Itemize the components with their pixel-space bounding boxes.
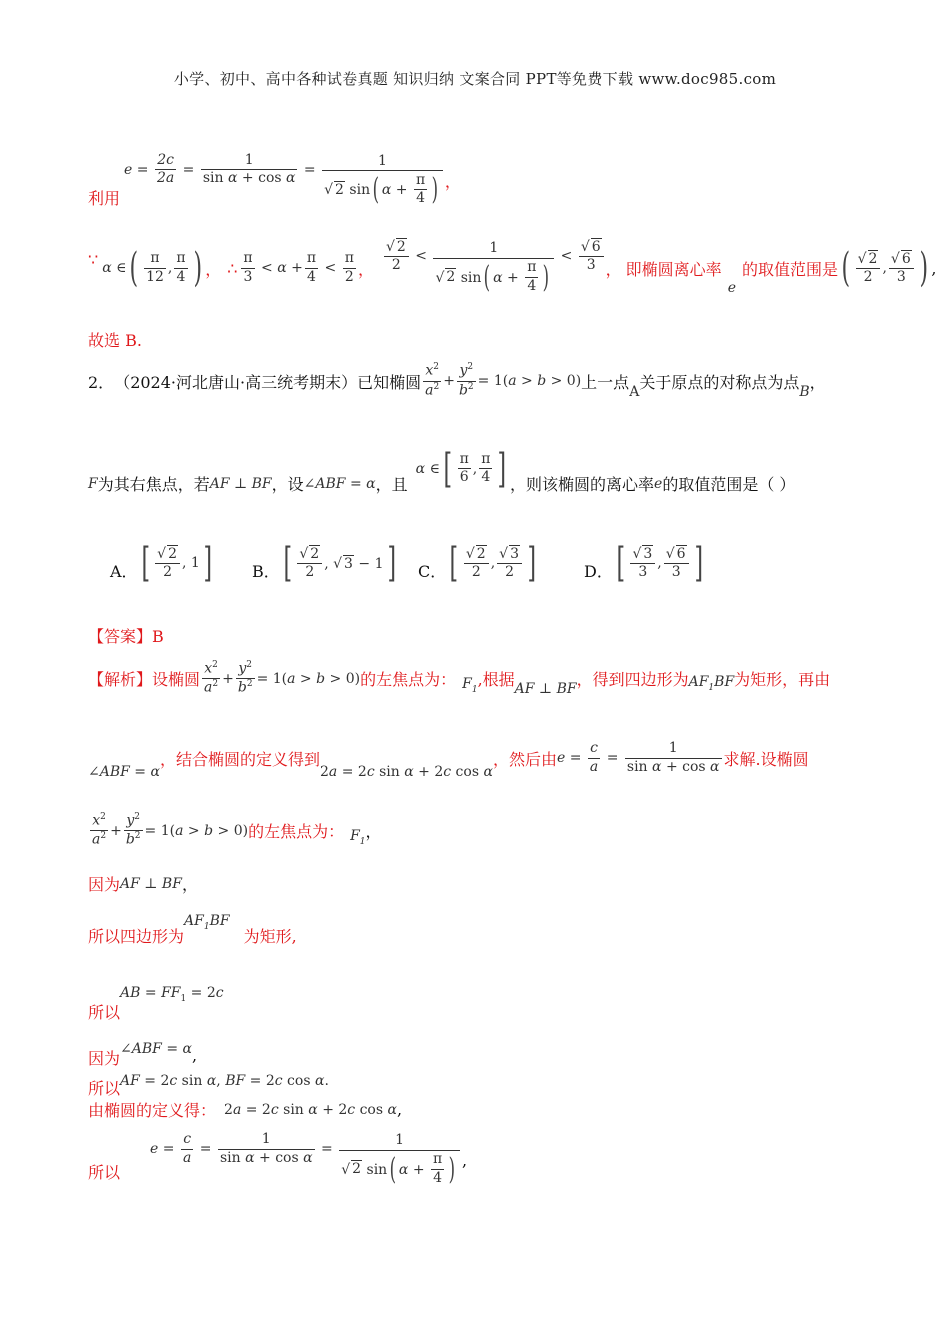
option-c[interactable]: C． [ $\frac{√ 2}{2}$ , $\frac{√ 3}{2}$ ] [418,540,537,586]
analysis-line-1: 【解析】 设椭圆 $\frac{x^2}{a^2}$ + $\frac{y^2}{b^2}$ = 1(a > b > 0) 的左焦点为： $F_1$ ,根据 AF ⊥ BF ，得到四边形为 $AF_1BF$ 为矩形，再由 [88,660,831,697]
analysis-ellipse-definition: 由椭圆的定义得： 2a = 2c sin α + 2c cos α , [88,1100,403,1120]
answer-label: 【答案】B [88,627,164,646]
analysis-af-bf: 所以 AF = 2c sin α, BF = 2c cos α. [88,1072,329,1098]
eccentricity-derivation-line: 利用 e = $\frac{2c}{2a}$ = $\frac{1}{\text{sin α + cos α}}$ = 1 √ 2 sin( α + $\frac{\pi}{4}$ ) ， [88,151,461,208]
analysis-line-2: ∠ABF = α ，结合椭圆的定义得到 2a = 2c sin α + 2c cos α ，然后由 e = $\frac{c}{a}$ = $\frac{1}{\text{sin α + cos α}}$ 求解.设椭圆 [88,740,809,780]
option-a[interactable]: A． [ $\frac{√ 2}{2}$ , 1 ] [110,540,212,586]
page-header: 小学、初中、高中各种试卷真题 知识归纳 文案合同 PPT等免费下载 www.doc985.com [173,70,777,88]
option-b[interactable]: B． [ $\frac{√ 2}{2}$ , √ 3 − 1 ] [252,540,396,586]
analysis-angle: 因为 ∠ABF = α , [88,1040,198,1068]
use-label: 利用 [88,189,121,208]
final-choice: 故选 B. [88,331,142,350]
conclusion-text: 即椭圆离心率 [625,259,722,279]
analysis-rectangle: 所以四边形为 $AF_1BF$ 为矩形, [88,913,297,946]
comma: ， [444,172,461,191]
because-symbol: ∵ [88,249,99,269]
analysis-because-perpendicular: 因为 AF ⊥ BF ， [88,875,198,894]
problem-source: （2024·河北唐山·高三统考期末） [114,372,358,392]
problem-2-stem-line-2: F 为其右焦点，若 AF ⊥ BF ，设 ∠ABF = α ，且 α ∈ [ $\frac{\pi}{6}$ , $\frac{\pi}{4}$ ] ，则该椭圆的离心率 e 的取值范围是（ ） [88,445,796,494]
analysis-ab-equals: 所以 AB = $FF_1 = 2c$ [88,985,224,1022]
therefore-symbol: ∴ [227,258,238,278]
option-d[interactable]: D． [ $\frac{√ 3}{3}$ , $\frac{√ 6}{3}$ ] [584,540,703,586]
analysis-line-3: $\frac{x^2}{a^2}$ + $\frac{y^2}{b^2}$ = 1(a > b > 0) 的左焦点为： $F_1$ ， [92,812,382,848]
analysis-label: 【解析】 [88,670,153,690]
range-derivation-line: ∵ α ∈ ( $\frac{\pi}{12}$ , $\frac{\pi}{4}$ ) ， ∴ $\frac{\pi}{3}$ < α + $\frac{\pi}{4}$ < $\frac{\pi}{2}$ ， $\frac{√ 2}{2}$ < 1 √ 2 sin( α + $\frac{\pi}{4}$ ) < $\frac{√ 6}{3}$ ， 即椭圆离心率 e 的取值范围是 ( $\frac{√ 2}{2}$ , $\frac{√ 6}{3}$ ) , [88,238,937,296]
problem-2-stem-line-1: 2． （2024·河北唐山·高三统考期末） 已知椭圆 $\frac{x^2}{a^2}$ + $\frac{y^2}{b^2}$ = 1(a > b > 0) 上一点 A 关于原点的对称点为点 B ， [88,362,826,400]
problem-number: 2． [88,372,115,392]
analysis-final-eccentricity: 所以 e = $\frac{c}{a}$ = $\frac{1}{\text{sin α + cos α}}$ = 1 √ 2 sin( α + $\frac{\pi}{4}$ ) , [88,1131,468,1187]
range-text: 的取值范围是 [741,259,838,279]
